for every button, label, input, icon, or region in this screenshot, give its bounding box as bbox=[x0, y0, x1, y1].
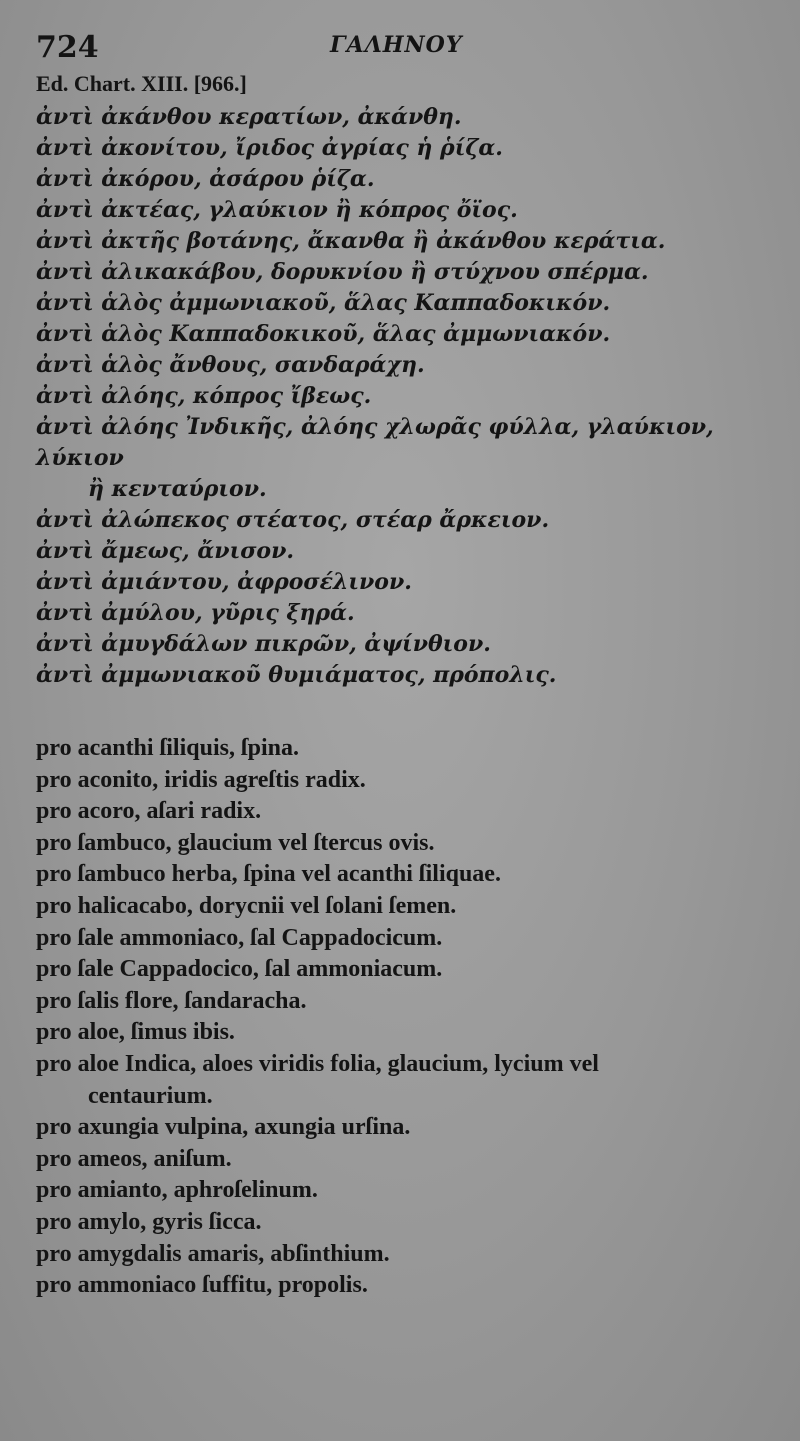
latin-entry-continuation: centaurium. bbox=[88, 1082, 213, 1109]
greek-entry-text: ἀντὶ ἀκονίτου, ἴριδος ἀγρίας ἡ ῥίζα. bbox=[36, 135, 503, 161]
greek-entry bbox=[36, 226, 772, 257]
greek-entry bbox=[36, 629, 772, 660]
latin-entry-text: pro acoro, aſari radix. bbox=[36, 798, 262, 825]
greek-entry bbox=[36, 412, 772, 505]
latin-entry-text: pro axungia vulpina, axungia urſina. bbox=[36, 1114, 411, 1141]
greek-entry bbox=[36, 505, 772, 536]
latin-entry bbox=[36, 891, 772, 923]
latin-entry-text: pro amianto, aphroſelinum. bbox=[36, 1177, 318, 1204]
latin-entry-text: pro ſambuco, glaucium vel ſtercus ovis. bbox=[36, 829, 435, 856]
latin-entry bbox=[36, 986, 772, 1018]
greek-entry bbox=[36, 567, 772, 598]
greek-entry bbox=[36, 257, 772, 288]
running-head: ΓΑΛΗΝΟΥ bbox=[330, 32, 463, 58]
page-header bbox=[36, 30, 772, 70]
greek-entry-text: ἀντὶ ἁλὸς ἀμμωνιακοῦ, ἅλας Καππαδοκικόν. bbox=[36, 290, 611, 316]
greek-entry-text: ἀντὶ ἁλὸς Καππαδοκικοῦ, ἅλας ἀμμωνιακόν. bbox=[36, 321, 611, 347]
latin-entry bbox=[36, 796, 772, 828]
latin-entry-text: pro amylo, gyris ſicca. bbox=[36, 1208, 262, 1235]
latin-entry bbox=[36, 828, 772, 860]
latin-entry bbox=[36, 1239, 772, 1271]
greek-entry-text: ἀντὶ ἀκόρου, ἀσάρου ῥίζα. bbox=[36, 166, 375, 192]
latin-entry bbox=[36, 1207, 772, 1239]
latin-entry bbox=[36, 1112, 772, 1144]
latin-substitutes-list bbox=[36, 733, 772, 1302]
greek-entry-text: ἀντὶ ἀμμωνιακοῦ θυμιάματος, πρόπολις. bbox=[36, 662, 557, 688]
greek-entry bbox=[36, 319, 772, 350]
greek-entry bbox=[36, 195, 772, 226]
latin-entry-text: pro halicacabo, dorycnii vel ſolani ſemen. bbox=[36, 892, 457, 919]
latin-entry bbox=[36, 1017, 772, 1049]
latin-entry bbox=[36, 859, 772, 891]
latin-entry-text: pro ammoniaco ſuffitu, propolis. bbox=[36, 1272, 368, 1299]
latin-entry-text: pro aloe Indica, aloes viridis folia, glaucium, lycium vel bbox=[36, 1050, 599, 1077]
greek-entry bbox=[36, 381, 772, 412]
greek-entry-text: ἀντὶ ἀλόης Ἰνδικῆς, ἀλόης χλωρᾶς φύλλα, γλαύκιον, λύκιον bbox=[36, 414, 714, 471]
greek-entry-text: ἀντὶ ἀλικακάβου, δορυκνίου ἢ στύχνου σπέρμα. bbox=[36, 259, 649, 285]
latin-entry bbox=[36, 954, 772, 986]
latin-entry-text: pro aconito, iridis agreſtis radix. bbox=[36, 766, 366, 793]
latin-entry-text: pro aloe, ſimus ibis. bbox=[36, 1019, 235, 1046]
latin-entry-text: pro ſale ammoniaco, ſal Cappadocicum. bbox=[36, 924, 443, 951]
greek-entry-text: ἀντὶ ἄμεως, ἄνισον. bbox=[36, 538, 295, 564]
latin-entry bbox=[36, 733, 772, 765]
latin-entry-text: pro ſambuco herba, ſpina vel acanthi ſiliquae. bbox=[36, 861, 501, 888]
latin-entry bbox=[36, 923, 772, 955]
greek-entry-continuation: ἢ κενταύριον. bbox=[88, 476, 267, 502]
greek-entry-text: ἀντὶ ἀκάνθου κερατίων, ἀκάνθη. bbox=[36, 104, 462, 130]
greek-entry bbox=[36, 288, 772, 319]
latin-entry bbox=[36, 1049, 772, 1112]
greek-entry-text: ἀντὶ ἀλόης, κόπρος ἴβεως. bbox=[36, 383, 372, 409]
latin-translation-section bbox=[36, 733, 772, 1302]
latin-entry-text: pro ameos, aniſum. bbox=[36, 1145, 232, 1172]
greek-entry-text: ἀντὶ ἁλὸς ἄνθους, σανδαράχη. bbox=[36, 352, 425, 378]
greek-entry bbox=[36, 164, 772, 195]
greek-entry-text: ἀντὶ ἀμυγδάλων πικρῶν, ἀψίνθιον. bbox=[36, 631, 491, 657]
latin-entry bbox=[36, 1270, 772, 1302]
latin-entry-text: pro amygdalis amaris, abſinthium. bbox=[36, 1240, 390, 1267]
page-number: 724 bbox=[36, 30, 99, 65]
greek-entry bbox=[36, 102, 772, 133]
latin-entry-text: pro ſalis flore, ſandaracha. bbox=[36, 987, 307, 1014]
greek-entry bbox=[36, 350, 772, 381]
latin-entry-text: pro ſale Cappadocico, ſal ammoniacum. bbox=[36, 956, 443, 983]
greek-entry-text: ἀντὶ ἀλώπεκος στέατος, στέαρ ἄρκειον. bbox=[36, 507, 550, 533]
greek-entry-text: ἀντὶ ἀκτῆς βοτάνης, ἄκανθα ἢ ἀκάνθου κεράτια. bbox=[36, 228, 666, 254]
latin-entry bbox=[36, 1175, 772, 1207]
greek-substitutes-list bbox=[36, 102, 772, 691]
greek-entry-text: ἀντὶ ἀκτέας, γλαύκιον ἢ κόπρος ὄϊος. bbox=[36, 197, 518, 223]
latin-entry-text: pro acanthi ſiliquis, ſpina. bbox=[36, 735, 299, 761]
greek-entry bbox=[36, 133, 772, 164]
greek-entry bbox=[36, 598, 772, 629]
edition-reference: Ed. Chart. XIII. [966.] bbox=[36, 71, 247, 96]
greek-entry bbox=[36, 660, 772, 691]
greek-entry-text: ἀντὶ ἀμύλου, γῦρις ξηρά. bbox=[36, 600, 355, 626]
greek-entry bbox=[36, 536, 772, 567]
latin-entry bbox=[36, 765, 772, 797]
latin-entry bbox=[36, 1144, 772, 1176]
greek-entry-text: ἀντὶ ἀμιάντου, ἀφροσέλινον. bbox=[36, 569, 412, 595]
